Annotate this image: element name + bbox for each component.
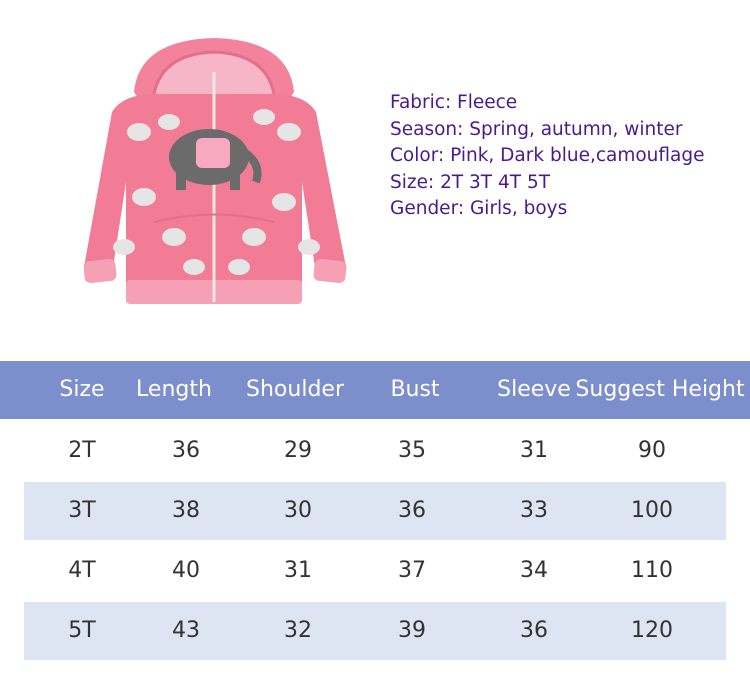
table-row: [24, 542, 726, 600]
product-specs: [390, 90, 705, 223]
cell-height: 100: [631, 498, 673, 523]
header-size: Size: [59, 377, 105, 402]
spec-season: Season: Spring, autumn, winter: [390, 118, 683, 140]
spec-gender: Gender: Girls, boys: [390, 198, 568, 219]
spec-fabric: Fabric: Fleece: [390, 92, 518, 113]
spec-color: Color: Pink, Dark blue,camouflage: [390, 145, 705, 166]
header-sleeve: Sleeve: [497, 377, 571, 402]
cell-shoulder: 32: [284, 618, 312, 643]
spec-size: Size: 2T 3T 4T 5T: [390, 171, 551, 193]
cell-bust: 36: [398, 498, 426, 523]
cell-bust: 39: [398, 618, 426, 643]
cell-shoulder: 29: [284, 438, 312, 463]
cell-shoulder: 31: [284, 558, 312, 583]
cell-sleeve: 31: [520, 438, 548, 463]
table-row: [24, 482, 726, 540]
cell-bust: 35: [398, 438, 426, 463]
cell-height: 90: [638, 438, 666, 463]
header-shoulder: Shoulder: [246, 377, 344, 402]
cell-size: 3T: [68, 498, 96, 523]
cell-sleeve: 34: [520, 558, 548, 583]
cell-height: 120: [631, 618, 673, 643]
hoodie-illustration: [84, 32, 354, 312]
cell-length: 43: [172, 618, 200, 643]
size-table-header: [0, 361, 750, 419]
table-row: [24, 422, 726, 480]
product-image: [84, 32, 354, 312]
cell-size: 5T: [68, 618, 96, 643]
cell-length: 40: [172, 558, 200, 583]
header-bust: Bust: [390, 377, 440, 402]
cell-height: 110: [631, 558, 673, 583]
cell-size: 4T: [68, 558, 96, 583]
header-length: Length: [136, 377, 212, 402]
cell-size: 2T: [68, 438, 96, 463]
cell-sleeve: 33: [520, 498, 548, 523]
header-suggest-height: Suggest Height: [575, 377, 745, 402]
cell-length: 36: [172, 438, 200, 463]
table-row: [24, 602, 726, 660]
cell-shoulder: 30: [284, 498, 312, 523]
cell-bust: 37: [398, 558, 426, 583]
cell-length: 38: [172, 498, 200, 523]
cell-sleeve: 36: [520, 618, 548, 643]
